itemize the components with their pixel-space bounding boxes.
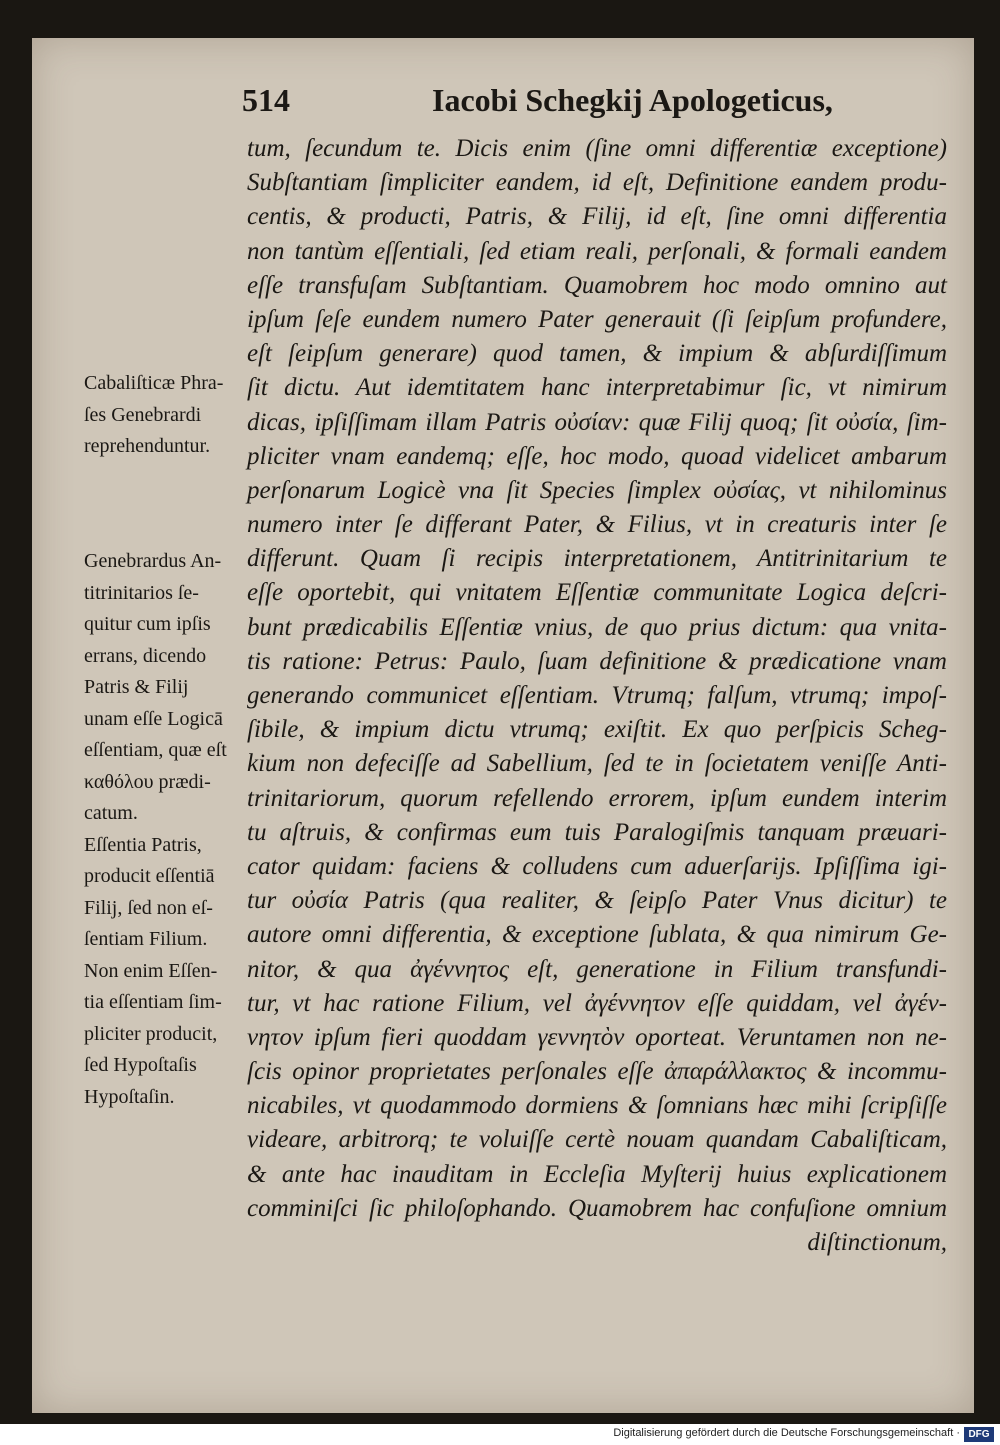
text-line: tur οὐσία Patris (qua realiter, & ſeipſo Pater Vnus dicitur) te — [247, 887, 947, 915]
text-line: eſſe transfuſam Subſtantiam. Quamobrem hoc modo omnino aut — [247, 271, 947, 299]
margin-note-line: Genebrardus An- — [84, 550, 222, 572]
text-line: ſcis opinor proprietates perſonales eſſe ἀπαράλλακτος & incommu- — [247, 1058, 947, 1086]
text-line: νητον ipſum fieri quoddam γεννητὸν oporteat. Veruntamen non ne- — [247, 1023, 947, 1051]
margin-note-line: ſed Hypoſtaſis — [84, 1054, 197, 1076]
text-line: pliciter vnam eandemq; eſſe, hoc modo, quoad videlicet ambarum — [247, 442, 947, 470]
margin-note-line: producit eſſentiā — [84, 865, 215, 887]
margin-note-line: reprehenduntur. — [84, 435, 211, 457]
margin-note-line: pliciter producit, — [84, 1022, 218, 1045]
text-line: eſt ſeipſum generare) quod tamen, & impium & abſurdiſſimum — [247, 340, 947, 368]
text-line: eſſe oportebit, qui vnitatem Eſſentiæ communitate Logica deſcri- — [247, 579, 947, 607]
text-line: non tantùm eſſentiali, ſed etiam reali, perſonali, & formali eandem — [247, 237, 947, 265]
text-line: dicas, ipſiſſimam illam Patris οὐσίαν: quæ Filij quoq; ſit οὐσία, ſim- — [247, 408, 947, 436]
text-line: perſonarum Logicè vna ſit Species ſimplex οὐσίας, vt nihilominus — [247, 476, 947, 504]
text-line: ſit dictu. Aut idemtitatem hanc interpretabimur ſic, vt nimirum — [247, 374, 947, 402]
text-line: kium non defeciſſe ad Sabellium, ſed te in ſocietatem veniſſe Anti- — [247, 750, 947, 778]
text-line: ſibile, & impium dictu vtrumq; exiſtit. Ex quo perſpicis Scheg- — [247, 716, 947, 744]
text-line: nicabiles, vt quodammodo dormiens & ſomnians hæc mihi ſcripſiſſe — [247, 1092, 947, 1120]
text-line: cator quidam: faciens & colludens cum aduerſarijs. Ipſiſſima igi- — [247, 852, 947, 880]
text-line: ipſum ſeſe eundem numero Pater generauit (ſi ſeipſum profundere, — [247, 305, 947, 333]
margin-note-line: Cabaliſticæ Phra- — [84, 372, 224, 394]
margin-note-line: unam eſſe Logicā — [84, 707, 223, 730]
text-line: tu aſtruis, & confirmas eum tuis Paralogiſmis tanquam præuari- — [247, 818, 947, 846]
margin-note-line: Hypoſtaſin. — [84, 1085, 175, 1108]
margin-note-line: catum. — [84, 802, 138, 824]
margin-note-line: ſentiam Filium. — [84, 928, 208, 950]
margin-note-line: titrinitarios ſe- — [84, 581, 199, 604]
page-number: 514 — [242, 82, 290, 118]
text-line: nitor, & qua ἀγέννητος eſt, generatione in Filium transfundi- — [247, 955, 947, 983]
text-line: tis ratione: Petrus: Paulo, ſuam definitione & prædicatione vnam — [247, 647, 947, 675]
text-line: trinitariorum, quorum refellendo errorem, ipſum eundem interim — [247, 784, 947, 812]
margin-note-line: quitur cum ipſis — [84, 613, 211, 635]
text-line: Subſtantiam ſimpliciter eandem, id eſt, Definitione eandem produ- — [247, 169, 947, 197]
text-line: comminiſci ſic philoſophando. Quamobrem hac confuſione omnium — [247, 1194, 947, 1222]
margin-note-line: Non enim Eſſen- — [84, 959, 218, 982]
text-line: centis, & producti, Patris, & Filij, id eſt, ſine omni differentia — [247, 203, 947, 231]
text-line: tur, vt hac ratione Filium, vel ἀγέννητον eſſe quiddam, vel ἀγέν- — [247, 989, 947, 1017]
text-line: & ante hac inauditam in Eccleſia Myſterij huius explicationem — [247, 1160, 947, 1188]
margin-note-line: ſes Genebrardi — [84, 403, 202, 426]
footer-credit: Digitalisierung gefördert durch die Deutsche Forschungsgemeinschaft · — [613, 1427, 960, 1439]
text-line: bunt prædicabilis Eſſentiæ vnius, de quo prius dictum: qua vnita- — [247, 613, 947, 641]
margin-note-line: Filij, ſed non eſ- — [84, 896, 213, 919]
text-line: videare, arbitrorq; te voluiſſe certè nouam quandam Cabaliſticam, — [247, 1126, 947, 1154]
book-page — [32, 38, 974, 1413]
margin-note-line: eſſentiam, quæ eſt — [84, 739, 227, 761]
margin-note-line: Eſſentia Patris, — [84, 833, 202, 856]
margin-note-genebrardus — [84, 546, 262, 1113]
main-text-block — [247, 132, 947, 1260]
margin-note-line: Patris & Filij — [84, 676, 189, 698]
margin-note-line: καθόλου prædi- — [84, 770, 211, 793]
margin-note-cabalistic — [84, 368, 262, 463]
dfg-logo: DFG — [964, 1427, 994, 1442]
running-title: Iacobi Schegkij Apologeticus, — [432, 82, 833, 118]
text-line: numero inter ſe differant Pater, & Filius, vt in creaturis inter ſe — [247, 511, 947, 539]
page-header — [32, 82, 974, 122]
digitization-footer — [0, 1424, 1000, 1445]
text-line: differunt. Quam ſi recipis interpretationem, Antitrinitarium te — [247, 545, 947, 573]
margin-note-line: errans, dicendo — [84, 644, 207, 667]
text-line: tum, ſecundum te. Dicis enim (ſine omni differentiæ exceptione) — [247, 135, 947, 162]
margin-note-line: tia eſſentiam ſim- — [84, 991, 222, 1013]
text-line: autore omni differentia, & exceptione ſublata, & qua nimirum Ge- — [247, 921, 947, 949]
text-line: generando communicet eſſentiam. Vtrumq; falſum, vtrumq; impoſ- — [247, 682, 947, 709]
text-line: diſtinctionum, — [807, 1229, 947, 1256]
